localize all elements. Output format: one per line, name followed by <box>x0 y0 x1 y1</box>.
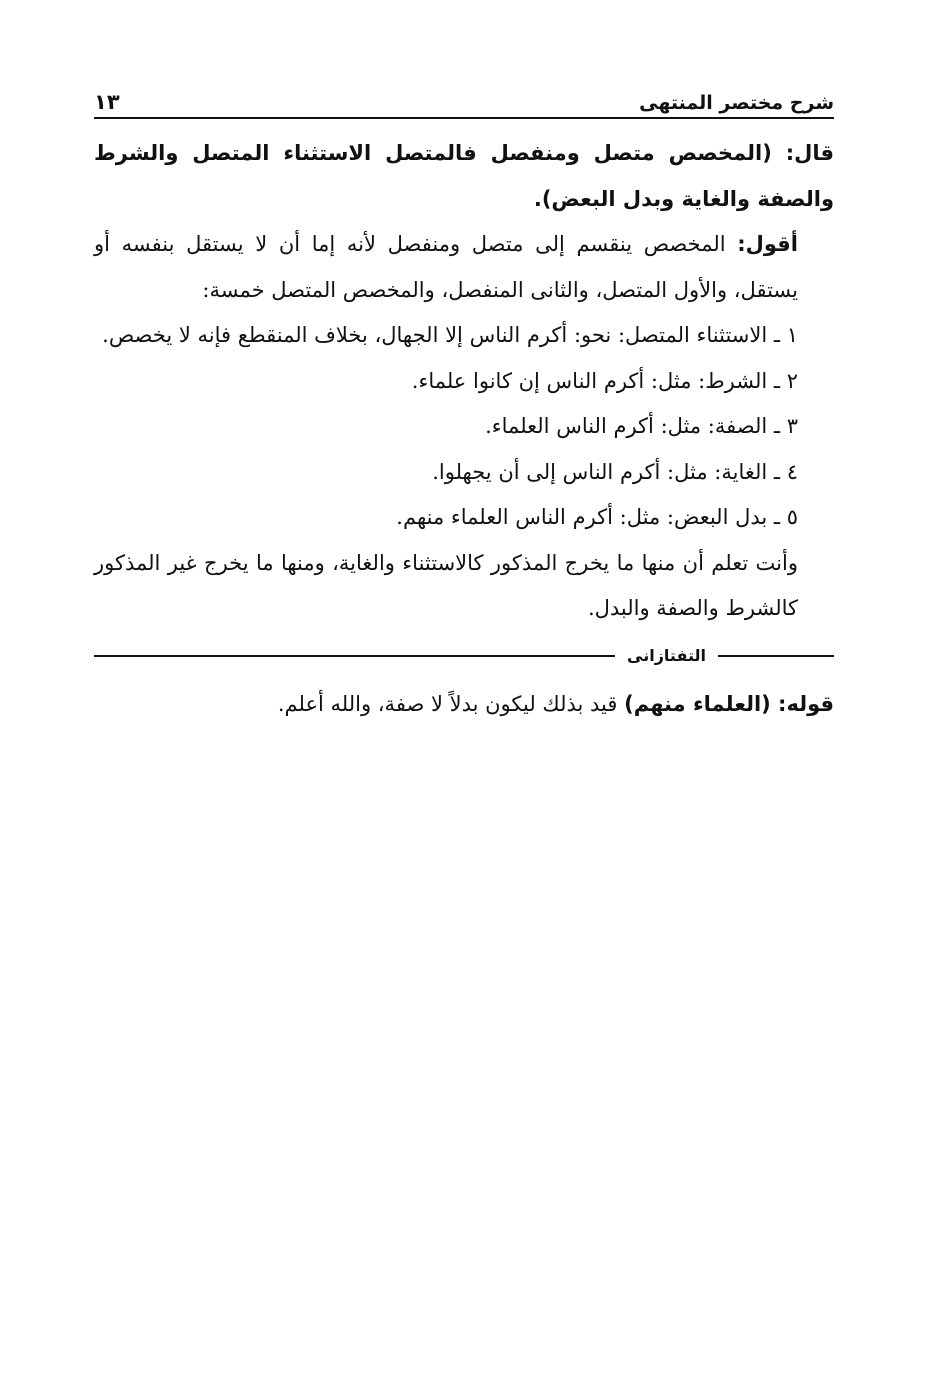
list-item: ١ ـ الاستثناء المتصل: نحو: أكرم الناس إلا الجهال، بخلاف المنقطع فإنه لا يخصص. <box>102 323 798 347</box>
divider-rule <box>94 655 615 657</box>
closing-paragraph: وأنت تعلم أن منها ما يخرج المذكور كالاستثناء والغاية، ومنها ما يخرج غير المذكور كالشرط والصفة والبدل. <box>94 550 798 620</box>
commentary-text: قيد بذلك ليكون بدلاً لا صفة، والله أعلم. <box>277 691 618 716</box>
book-page <box>94 80 834 727</box>
page-header <box>94 80 834 119</box>
sharh-paragraph <box>94 222 834 313</box>
section-divider <box>94 634 834 678</box>
matn-text: (المخصص متصل ومنفصل فالمتصل الاستثناء المتصل والشرط والصفة والغاية وبدل البعض). <box>94 141 834 211</box>
list-item: ٣ ـ الصفة: مثل: أكرم الناس العلماء. <box>485 414 798 438</box>
matn-label: قال: <box>785 141 834 165</box>
divider-rule <box>718 655 834 657</box>
list-item: ٤ ـ الغاية: مثل: أكرم الناس إلى أن يجهلوا. <box>432 459 798 484</box>
divider-label: التفتازانى <box>627 646 706 665</box>
page-number: ١٣ <box>94 90 120 114</box>
sharh-text: المخصص ينقسم إلى متصل ومنفصل لأنه إما أن لا يستقل بنفسه أو يستقل، والأول المتصل، والثانى المنفصل، والمخصص المتصل خمسة: <box>94 232 798 302</box>
main-text <box>94 131 834 632</box>
commentary-paragraph <box>94 682 834 728</box>
sharh-label: أقول: <box>737 232 798 256</box>
list-item: ٥ ـ بدل البعض: مثل: أكرم الناس العلماء منهم. <box>396 505 798 529</box>
commentary-label: قوله: (العلماء منهم) <box>624 691 834 716</box>
commentary <box>94 682 834 728</box>
list-item: ٢ ـ الشرط: مثل: أكرم الناس إن كانوا علماء. <box>411 368 798 393</box>
running-title: شرح مختصر المنتهى <box>639 92 834 114</box>
matn-paragraph <box>94 131 834 222</box>
